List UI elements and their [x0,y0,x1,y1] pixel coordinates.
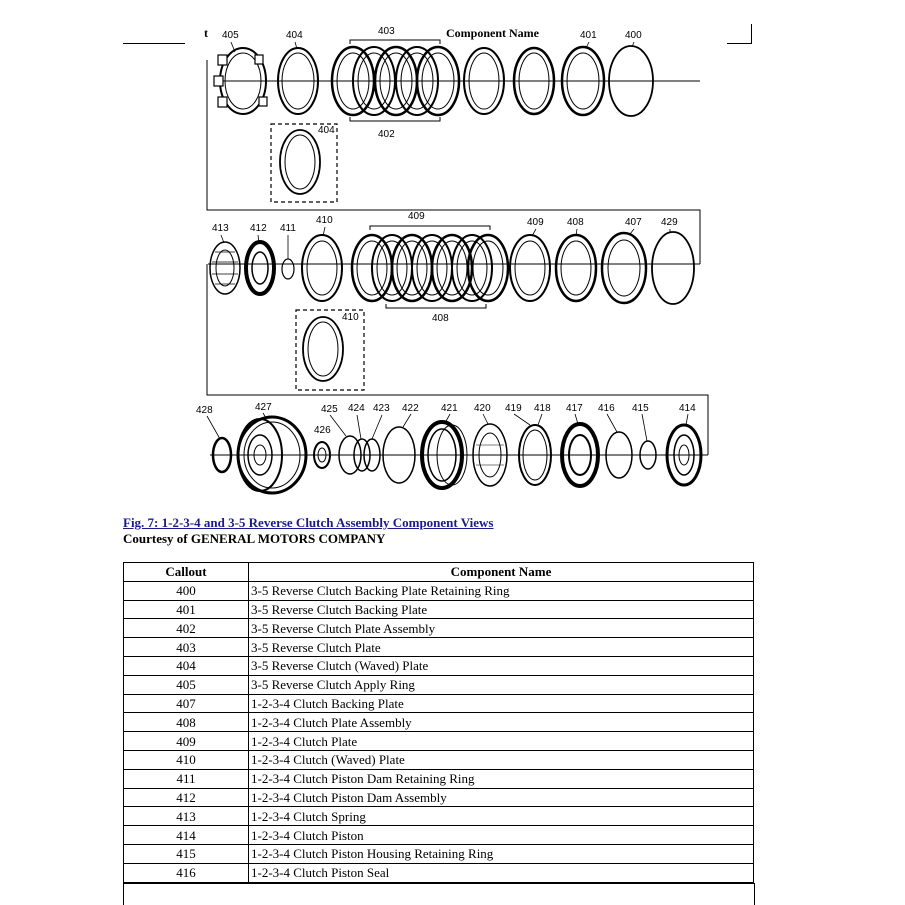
table-continuation [123,883,755,905]
callout-415: 415 [632,403,649,414]
plate-409 [510,235,550,301]
callout-412: 412 [250,223,267,234]
table-row [124,732,754,751]
callout-426: 426 [314,425,331,436]
header-component-name: Component Name [249,563,754,582]
spring-413 [210,242,240,294]
component-name-cell: 3-5 Reverse Clutch Backing Plate [249,600,754,619]
callout-cell: 414 [124,826,249,845]
callout-424: 424 [348,403,365,414]
callout-422: 422 [402,403,419,414]
header-callout: Callout [124,563,249,582]
component-table [123,562,754,883]
callout-420: 420 [474,403,491,414]
callout-425: 425 [321,404,338,415]
callout-cell: 401 [124,600,249,619]
callout-417: 417 [566,403,583,414]
component-name-cell: 3-5 Reverse Clutch (Waved) Plate [249,656,754,675]
component-name-cell: 1-2-3-4 Clutch Piston Dam Assembly [249,788,754,807]
plate-stack-409 [352,235,508,301]
component-name-cell: 3-5 Reverse Clutch Backing Plate Retaining Ring [249,581,754,600]
component-name-cell: 1-2-3-4 Clutch Spring [249,807,754,826]
waved-plate-410 [302,235,342,301]
table-row [124,675,754,694]
table-continuation-rule [123,883,754,884]
callout-402: 402 [378,129,395,140]
component-name-cell: 1-2-3-4 Clutch Plate [249,732,754,751]
callout-404-detail: 404 [318,125,335,136]
component-name-cell: 1-2-3-4 Clutch Piston Housing Retaining Ring [249,844,754,863]
callout-407: 407 [625,217,642,228]
callout-cell: 404 [124,656,249,675]
callout-cell: 409 [124,732,249,751]
table-row [124,750,754,769]
table-row [124,600,754,619]
callout-414: 414 [679,403,696,414]
callout-410: 410 [316,215,333,226]
callout-421: 421 [441,403,458,414]
callout-cell: 403 [124,638,249,657]
header-stray-char: t [204,26,208,40]
table-row [124,788,754,807]
component-name-cell: 3-5 Reverse Clutch Plate [249,638,754,657]
ring-429 [652,232,694,304]
callout-416: 416 [598,403,615,414]
component-name-cell: 3-5 Reverse Clutch Apply Ring [249,675,754,694]
component-name-cell: 1-2-3-4 Clutch (Waved) Plate [249,750,754,769]
callout-cell: 408 [124,713,249,732]
component-name-cell: 1-2-3-4 Clutch Plate Assembly [249,713,754,732]
table-row [124,581,754,600]
callout-cell: 416 [124,863,249,882]
table-row [124,656,754,675]
callout-cell: 411 [124,769,249,788]
callout-429: 429 [661,217,678,228]
callout-410-detail: 410 [342,312,359,323]
callout-cell: 415 [124,844,249,863]
table-header-row [124,563,754,582]
callout-428: 428 [196,405,213,416]
courtesy-line: Courtesy of GENERAL MOTORS COMPANY [123,531,386,546]
callout-cell: 400 [124,581,249,600]
header-title: Component Name [446,26,539,40]
plate-408 [556,235,596,301]
callout-400: 400 [625,30,642,41]
callout-cell: 402 [124,619,249,638]
callout-cell: 410 [124,750,249,769]
callout-cell: 407 [124,694,249,713]
component-name-cell: 1-2-3-4 Clutch Backing Plate [249,694,754,713]
table-row [124,826,754,845]
table-row [124,638,754,657]
callout-418: 418 [534,403,551,414]
callout-427: 427 [255,402,272,413]
table-row [124,863,754,882]
component-name-cell: 1-2-3-4 Clutch Piston [249,826,754,845]
table-row [124,769,754,788]
component-name-cell: 3-5 Reverse Clutch Plate Assembly [249,619,754,638]
table-row [124,694,754,713]
figure-caption-link[interactable]: Fig. 7: 1-2-3-4 and 3-5 Reverse Clutch Assembly Component Views [123,515,494,530]
callout-cell: 405 [124,675,249,694]
callout-401: 401 [580,30,597,41]
callout-cell: 412 [124,788,249,807]
component-name-cell: 1-2-3-4 Clutch Piston Dam Retaining Ring [249,769,754,788]
callout-419: 419 [505,403,522,414]
callout-403: 403 [378,26,395,37]
callout-404: 404 [286,30,303,41]
callout-labels [196,26,696,436]
component-name-cell: 1-2-3-4 Clutch Piston Seal [249,863,754,882]
callout-405: 405 [222,30,239,41]
callout-408: 408 [432,313,449,324]
callout-cell: 413 [124,807,249,826]
dam-ring-411 [282,259,294,279]
callout-423: 423 [373,403,390,414]
piston-dam-412 [246,242,274,294]
callout-409b: 409 [527,217,544,228]
table-row [124,619,754,638]
table-row [124,713,754,732]
table-row [124,844,754,863]
backing-plate-407 [602,233,646,303]
callout-409: 409 [408,211,425,222]
callout-411: 411 [280,223,296,234]
callout-408b: 408 [567,217,584,228]
callout-413: 413 [212,223,229,234]
table-row [124,807,754,826]
